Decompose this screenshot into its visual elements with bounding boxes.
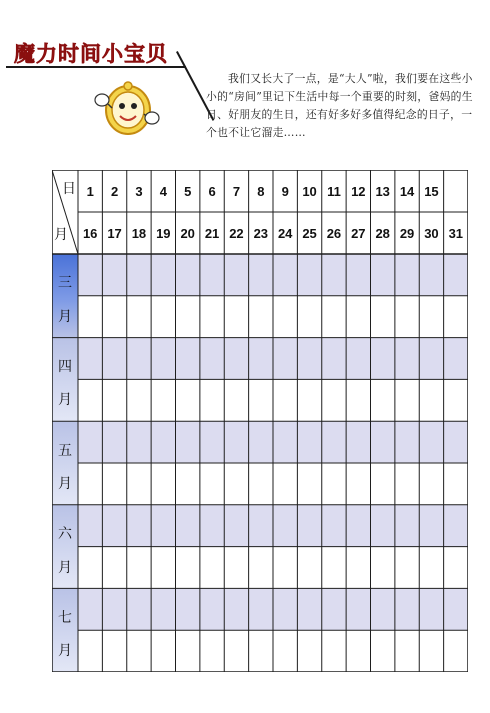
day-number: 1 <box>86 184 94 199</box>
day-number: 8 <box>257 184 265 199</box>
day-number: 11 <box>327 184 341 199</box>
grid-lines <box>52 170 468 672</box>
day-number: 27 <box>351 226 366 241</box>
month-label-top: 三 <box>58 275 72 292</box>
day-number: 3 <box>135 184 143 199</box>
day-number: 20 <box>180 226 195 241</box>
day-number: 15 <box>424 184 439 199</box>
day-number: 30 <box>424 226 439 241</box>
day-number: 28 <box>375 226 390 241</box>
day-number: 25 <box>302 226 317 241</box>
month-label-bottom: 月 <box>58 392 72 409</box>
day-number: 31 <box>448 226 464 241</box>
page-title: 魔力时间小宝贝 <box>14 42 168 66</box>
day-number: 23 <box>253 226 269 241</box>
month-label-top: 七 <box>58 609 72 626</box>
day-number: 13 <box>375 184 390 199</box>
month-label-bottom: 月 <box>58 559 72 576</box>
day-number: 22 <box>229 226 244 241</box>
day-number: 19 <box>156 226 171 241</box>
day-number: 29 <box>399 226 415 241</box>
day-number: 24 <box>277 226 293 241</box>
day-number: 2 <box>110 184 119 199</box>
month-label-top: 五 <box>58 442 72 459</box>
intro-paragraph: 我们又长大了一点，是“大人”啦，我们要在这些小小的“房间”里记下生活中每一个重要的时刻，爸妈的生日、好朋友的生日，还有好多好多值得纪念的日子，一个也不让它溜走…… <box>206 72 473 139</box>
day-number: 5 <box>184 184 192 199</box>
day-number: 21 <box>204 226 220 241</box>
month-label-bottom: 月 <box>58 643 72 660</box>
day-number: 12 <box>351 184 366 199</box>
day-number: 18 <box>131 226 147 241</box>
day-number: 14 <box>399 184 415 199</box>
day-number: 4 <box>159 184 167 199</box>
day-number: 6 <box>208 184 216 199</box>
corner-month-label: 月 <box>54 227 68 243</box>
day-number: 10 <box>302 184 317 199</box>
calendar-table <box>52 170 468 672</box>
title-underline <box>6 66 186 68</box>
day-number: 16 <box>82 226 98 241</box>
day-number: 9 <box>281 184 289 199</box>
clock-mascot-icon <box>92 74 162 144</box>
month-label-bottom: 月 <box>58 476 72 493</box>
month-label-top: 四 <box>58 358 72 375</box>
day-number: 7 <box>232 184 241 199</box>
day-number: 17 <box>107 226 122 241</box>
month-label-top: 六 <box>58 526 72 543</box>
corner-day-label: 日 <box>62 181 76 197</box>
month-label-bottom: 月 <box>58 308 72 325</box>
day-number: 26 <box>326 226 342 241</box>
